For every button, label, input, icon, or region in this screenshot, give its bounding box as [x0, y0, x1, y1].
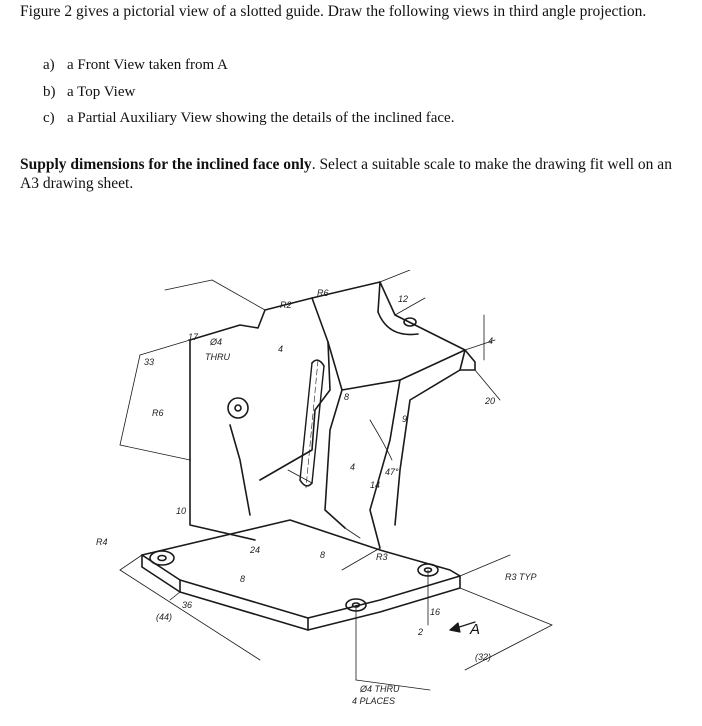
- view-item-top: [43, 83, 135, 101]
- dim-r3: R3: [376, 552, 388, 562]
- dim-33: 33: [144, 357, 155, 367]
- dim-r6-top: R6: [317, 288, 329, 298]
- dim-17: 17: [188, 332, 199, 342]
- dim-36: 36: [182, 600, 193, 610]
- item-label: c): [43, 110, 55, 126]
- dim-thru: THRU: [205, 352, 230, 362]
- view-item-front: [43, 56, 228, 74]
- dim-r6-left: R6: [152, 408, 164, 418]
- dim-places: 4 PLACES: [352, 696, 396, 706]
- dim-hole-dia: Ø4: [210, 337, 223, 347]
- item-label: b): [43, 84, 56, 100]
- item-label: a): [43, 57, 55, 73]
- dim-16: 16: [430, 607, 441, 617]
- dim-14: 14: [370, 480, 381, 490]
- dim-4-top: 4: [278, 344, 284, 354]
- slot: [300, 360, 324, 488]
- holes: [150, 318, 438, 611]
- base-plate: [142, 520, 460, 630]
- dim-r2: R2: [280, 300, 292, 310]
- intro-paragraph: Figure 2 gives a pictorial view of a slotted guide. Draw the following views in third angle projection.: [20, 3, 647, 20]
- dim-holes-dia: Ø4 THRU: [360, 684, 400, 694]
- dim-9: 9: [402, 414, 408, 424]
- item-text: a Top View: [67, 84, 136, 100]
- view-a-label: A: [470, 621, 481, 638]
- dim-8-base: 8: [240, 574, 246, 584]
- dimension-labels: [96, 288, 537, 706]
- dim-32: (32): [475, 652, 492, 662]
- dim-4-mid: 4: [350, 462, 356, 472]
- view-item-auxiliary: [43, 109, 454, 127]
- item-text: a Partial Auxiliary View showing the details of the inclined face.: [67, 110, 455, 126]
- item-text: a Front View taken from A: [67, 57, 228, 73]
- instruction-bold: Supply dimensions for the inclined face only: [20, 156, 312, 173]
- dim-angle: 47°: [385, 467, 399, 477]
- slotted-guide-figure: [80, 270, 580, 720]
- dim-44: (44): [156, 612, 173, 622]
- dim-10: 10: [176, 506, 187, 516]
- vertical-plate: [190, 298, 330, 540]
- dim-8-slot: 8: [344, 392, 350, 402]
- dim-24: 24: [250, 545, 261, 555]
- dim-r3-typ: R3 TYP: [505, 572, 537, 582]
- instruction-paragraph: [20, 155, 690, 193]
- inclined-face: [312, 282, 475, 548]
- dimension-lines: [120, 270, 552, 690]
- dim-2: 2: [418, 627, 424, 637]
- dim-12: 12: [398, 294, 409, 304]
- dim-8-bot: 8: [320, 550, 326, 560]
- dim-r4: R4: [96, 537, 108, 547]
- dim-4-right: 4: [488, 336, 494, 346]
- instruction-rest: . Select a suitable scale to make the drawing fit well on an A3 drawing sheet.: [20, 156, 672, 192]
- dim-20: 20: [485, 396, 496, 406]
